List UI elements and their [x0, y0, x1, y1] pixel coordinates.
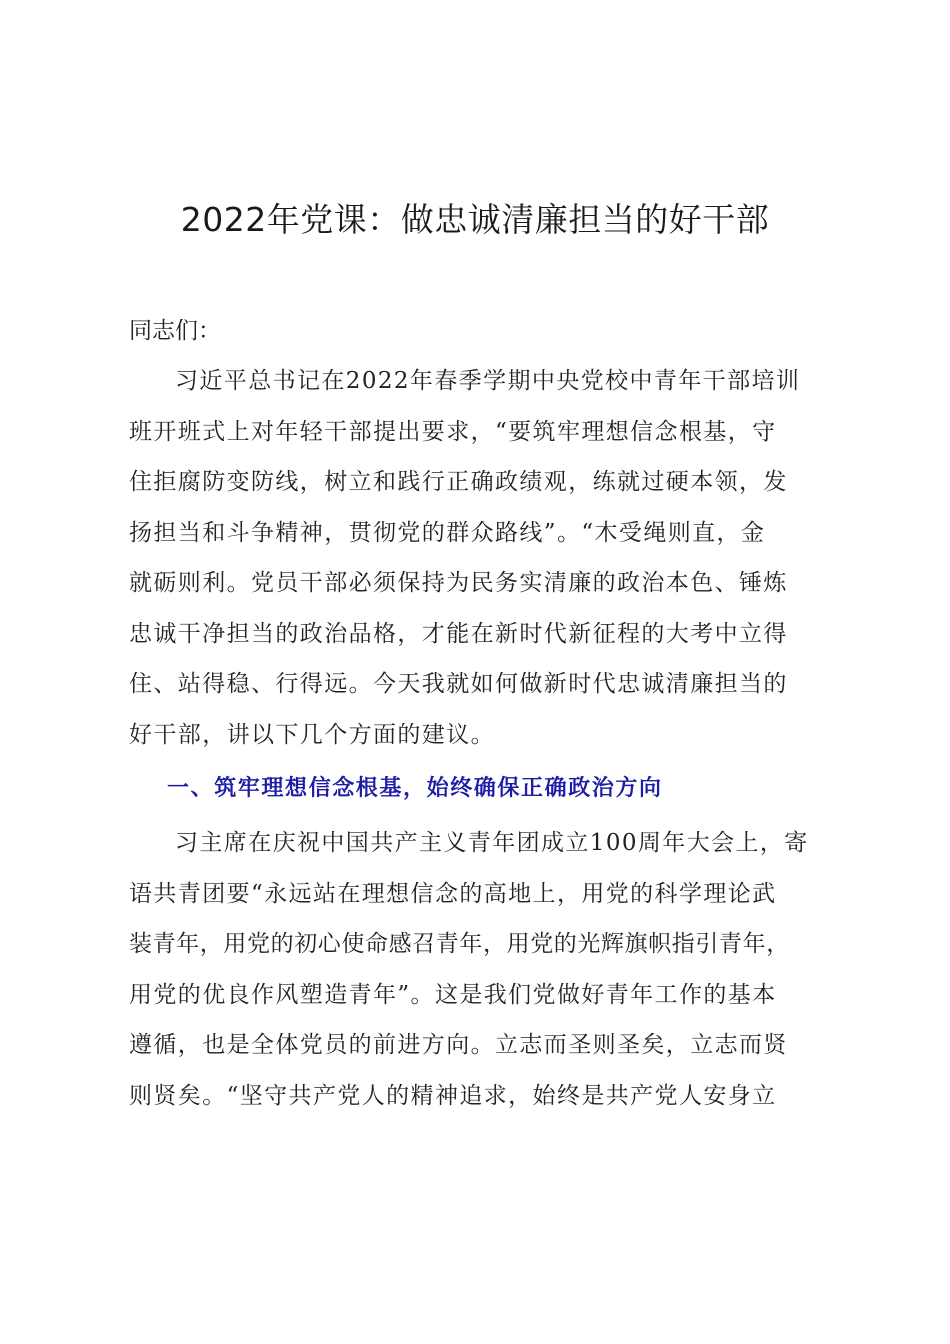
- paragraph-line: 用党的优良作风塑造青年”。这是我们党做好青年工作的基本: [129, 981, 777, 1008]
- section-heading: 一、筑牢理想信念根基，始终确保正确政治方向: [167, 775, 663, 801]
- paragraph-line: 习主席在庆祝中国共产主义青年团成立100周年大会上，寄: [175, 830, 809, 856]
- paragraph-line: 遵循，也是全体党员的前进方向。立志而圣则圣矣，立志而贤: [129, 1032, 788, 1058]
- paragraph-line: 好干部，讲以下几个方面的建议。: [129, 721, 495, 748]
- paragraph-line: 忠诚干净担当的政治品格，才能在新时代新征程的大考中立得: [129, 620, 788, 647]
- paragraph-line: 住拒腐防变防线，树立和践行正确政绩观，练就过硬本领，发: [129, 469, 788, 495]
- paragraph-line: 装青年，用党的初心使命感召青年，用党的光辉旗帜指引青年，: [129, 931, 790, 957]
- paragraph-line: 就砺则利。党员干部必须保持为民务实清廉的政治本色、锤炼: [129, 570, 788, 596]
- paragraph-section1: [129, 818, 829, 1121]
- paragraph-intro: [129, 356, 829, 760]
- paragraph-line: 则贤矣。“坚守共产党人的精神追求，始终是共产党人安身立: [129, 1082, 777, 1109]
- paragraph-line: 扬担当和斗争精神，贯彻党的群众路线”。“木受绳则直，金: [129, 519, 766, 546]
- paragraph-line: 班开班式上对年轻干部提出要求，“要筑牢理想信念根基，守: [129, 418, 777, 445]
- paragraph-line: 住、站得稳、行得远。今天我就如何做新时代忠诚清廉担当的: [129, 671, 788, 697]
- paragraph-line: 语共青团要“永远站在理想信念的高地上，用党的科学理论武: [129, 880, 777, 907]
- salutation: 同志们：: [129, 318, 221, 344]
- document-title: 2022年党课：做忠诚清廉担当的好干部: [180, 200, 770, 239]
- paragraph-line: 习近平总书记在2022年春季学期中央党校中青年干部培训: [175, 368, 801, 394]
